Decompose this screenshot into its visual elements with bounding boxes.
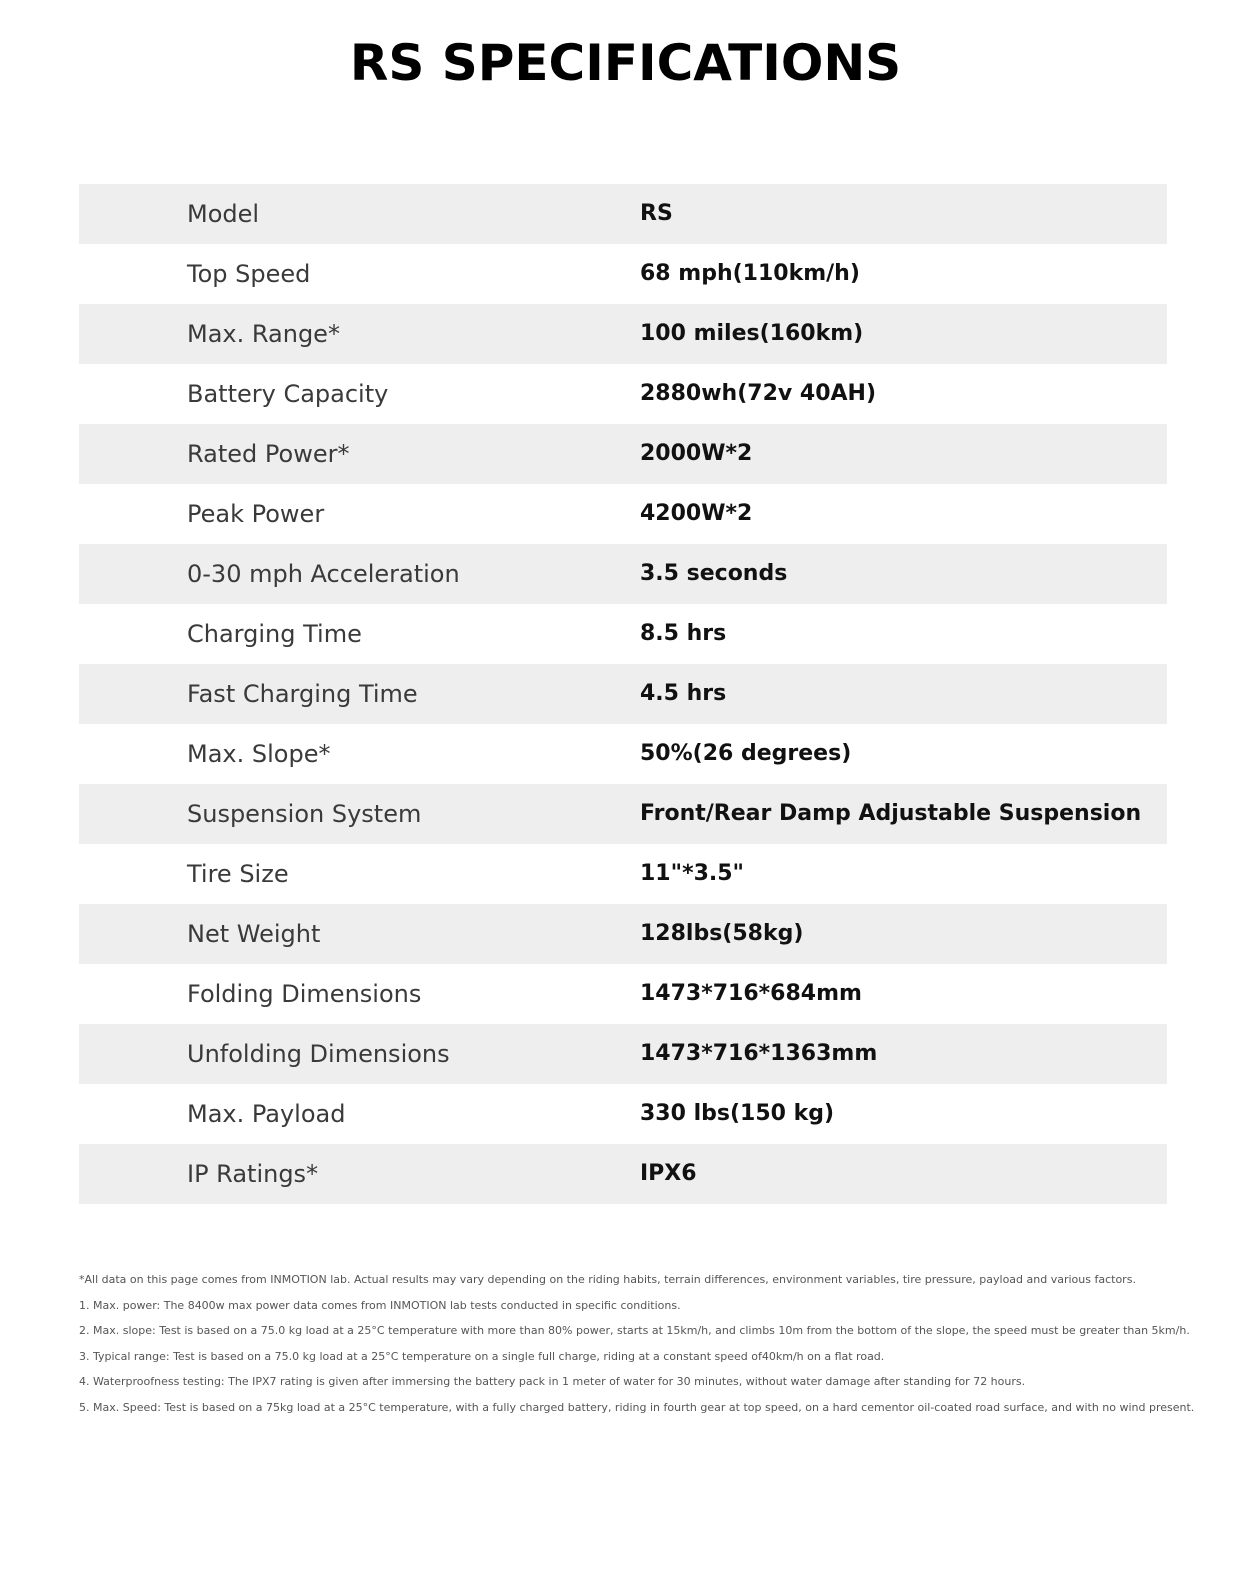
spec-value: 330 lbs(150 kg) <box>640 1101 835 1126</box>
spec-value: IPX6 <box>640 1161 697 1186</box>
spec-label: Suspension System <box>187 800 422 828</box>
spec-value: 11"*3.5" <box>640 861 745 886</box>
spec-row-model <box>79 184 1167 244</box>
spec-row-peak-power <box>79 484 1167 544</box>
spec-row-top-speed <box>79 244 1167 304</box>
footnote-waterproofness: 4. Waterproofness testing: The IPX7 rating is given after immersing the battery pack in 1 meter of water for 30 minutes, without water damage after standing for 72 hours. <box>79 1375 1026 1388</box>
spec-value: 2880wh(72v 40AH) <box>640 381 876 406</box>
footnote-max-slope: 2. Max. slope: Test is based on a 75.0 kg load at a 25°C temperature with more than 80% power, starts at 15km/h, and climbs 10m from the bottom of the slope, the speed must be greater than 5km/h. <box>79 1324 1190 1337</box>
spec-row-max-range <box>79 304 1167 364</box>
spec-table <box>79 184 1167 1204</box>
spec-label: 0-30 mph Acceleration <box>187 560 460 588</box>
spec-value: 1473*716*1363mm <box>640 1041 878 1066</box>
spec-row-battery-capacity <box>79 364 1167 424</box>
spec-row-suspension-system <box>79 784 1167 844</box>
spec-value: 100 miles(160km) <box>640 321 864 346</box>
spec-row-acceleration <box>79 544 1167 604</box>
footnote-disclaimer: *All data on this page comes from INMOTION lab. Actual results may vary depending on the riding habits, terrain differences, environment variables, tire pressure, payload and various factors. <box>79 1273 1136 1286</box>
spec-label: Max. Slope* <box>187 740 331 768</box>
page-title: RS SPECIFICATIONS <box>349 34 902 92</box>
spec-label: Tire Size <box>187 860 289 888</box>
footnote-max-power: 1. Max. power: The 8400w max power data comes from INMOTION lab tests conducted in specific conditions. <box>79 1298 681 1312</box>
spec-row-unfolding-dimensions <box>79 1024 1167 1084</box>
spec-row-max-slope <box>79 724 1167 784</box>
spec-label: Max. Range* <box>187 320 340 348</box>
spec-value: 128lbs(58kg) <box>640 921 804 946</box>
spec-value: 2000W*2 <box>640 441 753 466</box>
spec-row-ip-ratings <box>79 1144 1167 1204</box>
spec-value: 50%(26 degrees) <box>640 741 852 766</box>
footnote-typical-range: 3. Typical range: Test is based on a 75.0 kg load at a 25°C temperature on a single full charge, riding at a constant speed of40km/h on a flat road. <box>79 1349 885 1363</box>
spec-row-charging-time <box>79 604 1167 664</box>
spec-row-tire-size <box>79 844 1167 904</box>
spec-label: Folding Dimensions <box>187 980 422 1008</box>
spec-value: RS <box>640 201 673 226</box>
spec-label: Top Speed <box>187 260 311 288</box>
spec-value: 68 mph(110km/h) <box>640 261 860 286</box>
spec-label: Net Weight <box>187 920 321 948</box>
spec-value: 4.5 hrs <box>640 681 727 706</box>
spec-value: 3.5 seconds <box>640 561 788 586</box>
spec-row-net-weight <box>79 904 1167 964</box>
footnotes <box>79 1270 1195 1423</box>
footnote-max-speed: 5. Max. Speed: Test is based on a 75kg load at a 25°C temperature, with a fully charged battery, riding in fourth gear at top speed, on a hard cementor oil-coated road surface, and with no wind present. <box>79 1400 1195 1414</box>
spec-row-folding-dimensions <box>79 964 1167 1024</box>
spec-label: IP Ratings* <box>187 1160 319 1188</box>
spec-label: Max. Payload <box>187 1100 346 1128</box>
spec-label: Fast Charging Time <box>187 680 418 708</box>
spec-value: 4200W*2 <box>640 501 753 526</box>
spec-row-rated-power <box>79 424 1167 484</box>
spec-value: Front/Rear Damp Adjustable Suspension <box>640 801 1142 826</box>
spec-label: Charging Time <box>187 620 362 648</box>
spec-value: 8.5 hrs <box>640 621 727 646</box>
spec-label: Battery Capacity <box>187 380 389 408</box>
spec-row-fast-charging-time <box>79 664 1167 724</box>
spec-label: Model <box>187 200 260 228</box>
spec-row-max-payload <box>79 1084 1167 1144</box>
spec-value: 1473*716*684mm <box>640 981 862 1006</box>
spec-label: Unfolding Dimensions <box>187 1040 450 1068</box>
spec-label: Peak Power <box>187 500 325 528</box>
spec-label: Rated Power* <box>187 440 350 468</box>
